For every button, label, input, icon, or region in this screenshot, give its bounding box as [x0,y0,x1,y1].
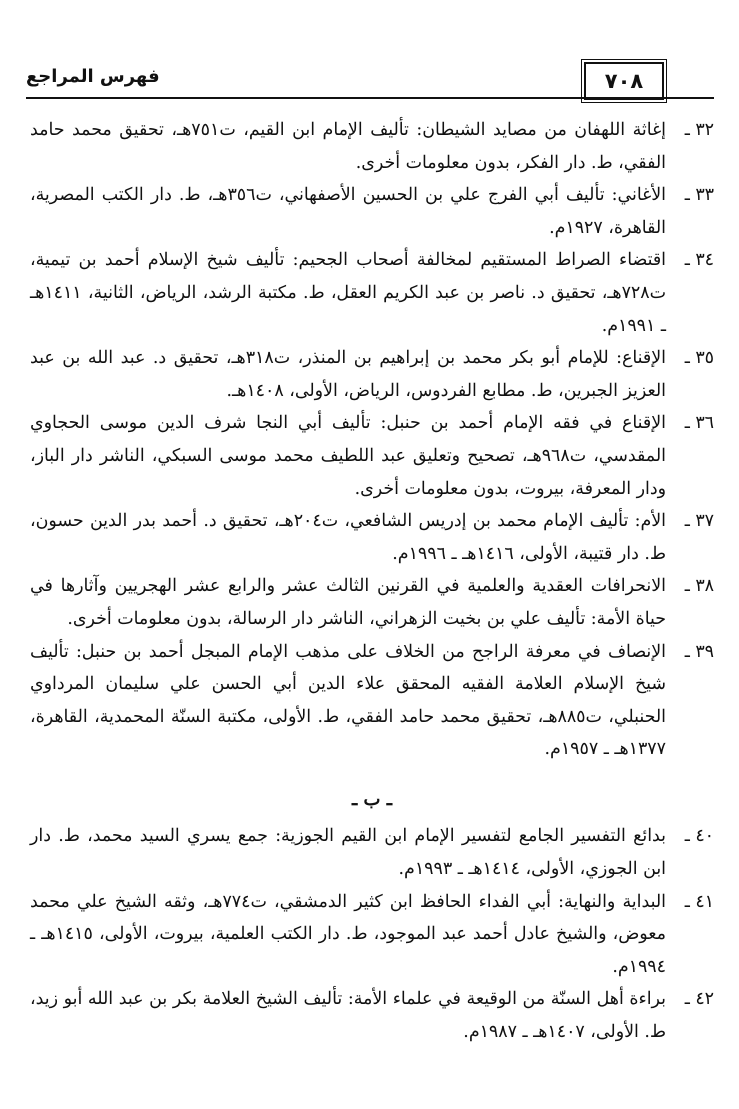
header-rule [26,97,714,99]
reference-entry-41 [30,886,714,984]
entry-text: براءة أهل السنّة من الوقيعة في علماء الأمة: تأليف الشيخ العلامة بكر بن عبد الله أبو زيد، ط. الأولى، ١٤٠٧هـ ـ ١٩٨٧م. [30,989,666,1043]
reference-entry-42 [30,983,714,1048]
entry-number: ٣٨ ـ [684,576,714,597]
entry-text: بدائع التفسير الجامع لتفسير الإمام ابن القيم الجوزية: جمع يسري السيد محمد، ط. دار ابن الجوزي، الأولى، ١٤١٤هـ ـ ١٩٩٣م. [30,826,666,880]
reference-entry-36 [30,407,714,505]
reference-entry-37 [30,505,714,570]
entry-text: الإقناع: للإمام أبو بكر محمد بن إبراهيم بن المنذر، ت٣١٨هـ، تحقيق د. عبد الله بن عبد العزيز الجبرين، ط. مطابع الفردوس، الرياض، الأولى، ١٤٠٨هـ. [30,348,666,401]
page-header [26,62,714,102]
entry-text: الإنصاف في معرفة الراجح من الخلاف على مذهب الإمام المبجل أحمد بن حنبل: تأليف شيخ الإسلام العلامة الفقيه المحقق علاء الدين أبي الحسن علي سليمان المرداوي الحنبلي، ت٨٨٥هـ، تحقيق محمد حامد الفقي، ط. الأولى، مكتبة السنّة المحمدية، القاهرة، ١٣٧٧هـ ـ ١٩٥٧م. [30,641,666,760]
reference-entry-40 [30,820,714,885]
reference-entry-38 [30,570,714,635]
reference-entry-39 [30,636,714,766]
entry-number: ٣٢ ـ [684,120,714,140]
entry-text: إغاثة اللهفان من مصايد الشيطان: تأليف الإمام ابن القيم، ت٧٥١هـ، تحقيق محمد حامد الفقي، ط. دار الفكر، بدون معلومات أخرى. [30,120,666,173]
running-title: فهرس المراجع [26,66,160,87]
reference-entry-34 [30,244,714,342]
entry-number: ٤٠ ـ [684,826,714,847]
entry-text: الأغاني: تأليف أبي الفرج علي بن الحسين الأصفهاني، ت٣٥٦هـ، ط. دار الكتب المصرية، القاهرة، ١٩٢٧م. [30,185,666,238]
entry-text: اقتضاء الصراط المستقيم لمخالفة أصحاب الجحيم: تأليف شيخ الإسلام أحمد بن تيمية، ت٧٢٨هـ، تحقيق د. ناصر بن عبد الكريم العقل، ط. مكتبة الرشد، الرياض، الثانية، ١٤١١هـ ـ ١٩٩١م. [30,250,666,336]
reference-entry-35 [30,342,714,407]
reference-entry-32 [30,114,714,179]
section-heading: ـ ب ـ [351,788,393,810]
page-number: ٧٠٨ [584,62,664,100]
reference-entry-33 [30,179,714,244]
entry-number: ٣٤ ـ [684,250,714,271]
references-list [30,114,714,1049]
entry-number: ٤١ ـ [684,891,714,912]
entry-number: ٣٩ ـ [684,641,714,662]
entry-number: ٣٥ ـ [684,348,714,369]
entry-number: ٣٣ ـ [684,185,714,206]
entry-text: الأم: تأليف الإمام محمد بن إدريس الشافعي، ت٢٠٤هـ، تحقيق د. أحمد بدر الدين حسون، ط. دار قتيبة، الأولى، ١٤١٦هـ ـ ١٩٩٦م. [30,511,666,564]
entry-text: البداية والنهاية: أبي الفداء الحافظ ابن كثير الدمشقي، ت٧٧٤هـ، وثقه الشيخ علي محمد معوض، والشيخ عادل أحمد عبد الموجود، ط. دار الكتب العلمية، بيروت، الأولى، ١٤١٥هـ ـ ١٩٩٤م. [30,891,666,977]
entry-text: الانحرافات العقدية والعلمية في القرنين الثالث عشر والرابع عشر الهجريين وآثارها في حياة الأمة: تأليف علي بن بخيت الزهراني، الناشر دار الرسالة، بدون معلومات أخرى. [30,576,666,629]
entry-number: ٣٦ ـ [684,413,714,434]
entry-number: ٤٢ ـ [684,989,714,1010]
entry-text: الإقناع في فقه الإمام أحمد بن حنبل: تأليف أبي النجا شرف الدين موسى الحجاوي المقدسي، ت٩٦٨هـ، تصحيح وتعليق عبد اللطيف محمد موسى السبكي، الناشر دار الباز، ودار المعرفة، بيروت، بدون معلومات أخرى. [30,413,666,499]
entry-number: ٣٧ ـ [684,511,714,532]
